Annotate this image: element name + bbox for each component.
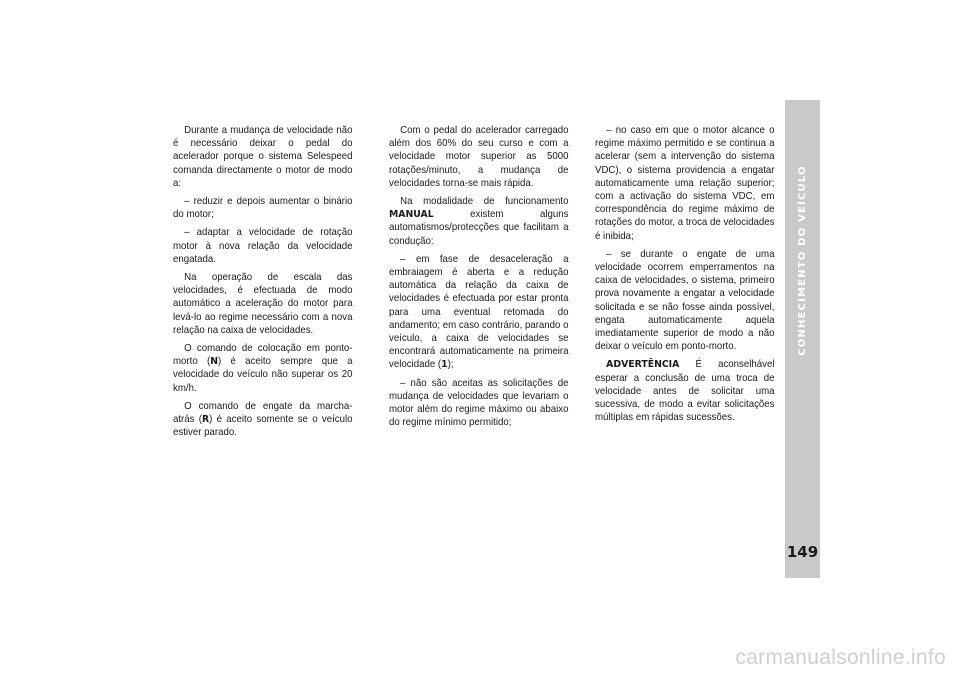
section-sidebar xyxy=(785,100,820,578)
paragraph: – não são aceitas as solicitações de mudança de velocidades que levariam o motor além do regime máximo ou abaixo do regime mínimo permitido; xyxy=(389,377,569,429)
paragraph xyxy=(173,342,352,395)
page-number: 149 xyxy=(786,543,819,561)
paragraph xyxy=(173,400,352,440)
text-span: – em fase de desaceleração a embraiagem é aberta e a redução automática da relação da caixa de velocidades é efectuada por estar pronta para uma eventual retomada do andamento; em caso contrário, parando o veículo, a caixa de velocidades se encontrará automaticamente na primeira velocidade ( xyxy=(389,253,569,371)
text-span: O comando de colocação em ponto-morto ( xyxy=(173,343,353,368)
paragraph: – adaptar a velocidade de rotação motor à nova relação da velocidade engatada. xyxy=(173,227,353,265)
paragraph: – se durante o engate de uma velocidade ocorrem emperramentos na caixa de velocidades, o sistema, primeiro prova novamente a engatar a velocidade solicitada e se não fosse ainda possível, engata automaticamente aquela imediatamente superior de modo a não deixar o veículo em ponto-morto. xyxy=(595,248,775,353)
sidebar-title: CONHECIMENTO DO VEÍCULO xyxy=(797,164,809,356)
text-span: O comando de engate da marcha-atrás ( xyxy=(173,400,353,426)
text-column-1 xyxy=(173,124,352,444)
keyword-first-gear: 1 xyxy=(441,359,448,371)
text-column-2 xyxy=(389,124,568,434)
text-span: existem alguns automatismos/protecções que facilitam a condução: xyxy=(389,209,569,247)
sidebar-title-wrap xyxy=(785,100,820,420)
text-span: ) é aceito sempre que a velocidade do veículo não superar os 20 km/h. xyxy=(173,356,353,394)
paragraph xyxy=(389,253,568,372)
text-span: É aconselhável esperar a conclusão de uma troca de velocidade antes de solicitar uma sucessiva, de modo a evitar solicitações múltiplas em rápidas sucessões. xyxy=(595,359,775,424)
keyword-reverse: R xyxy=(201,414,210,426)
paragraph: – no caso em que o motor alcance o regime máximo permitido e se continua a acelerar (sem a intervenção do sistema VDC), o sistema providencia a engatar automaticamente uma relação superior; com a activação do sistema VDC, em correspondência do regime máximo de rotações do motor, a troca de velocidades é inibida; xyxy=(595,125,775,242)
paragraph: Na operação de escala das velocidades, é efectuada de modo automático a aceleração do motor para levá-lo ao regime necessário com a nova relação na caixa de velocidades. xyxy=(173,272,353,336)
text-column-3 xyxy=(595,124,774,429)
paragraph xyxy=(595,358,774,424)
keyword-warning: ADVERTÊNCIA xyxy=(606,359,680,371)
keyword-neutral: N xyxy=(210,356,218,368)
paragraph xyxy=(389,195,568,248)
watermark: carmanualsonline.info xyxy=(735,646,946,669)
keyword-manual: MANUAL xyxy=(389,209,434,221)
paragraph: Com o pedal do acelerador carregado além dos 60% do seu curso e com a velocidade motor superior as 5000 rotações/minuto, a mudança de velocidades torna-se mais rápida. xyxy=(389,125,569,189)
paragraph: Durante a mudança de velocidade não é necessário deixar o pedal do acelerador porque o sistema Selespeed comanda directamente o motor de modo a: xyxy=(173,125,353,189)
text-span: ); xyxy=(447,359,454,371)
text-span: Na modalidade de funcionamento xyxy=(400,196,569,208)
paragraph: – reduzir e depois aumentar o binário do motor; xyxy=(173,196,353,221)
text-span: ) é aceito somente se o veículo estiver parado. xyxy=(173,414,353,439)
